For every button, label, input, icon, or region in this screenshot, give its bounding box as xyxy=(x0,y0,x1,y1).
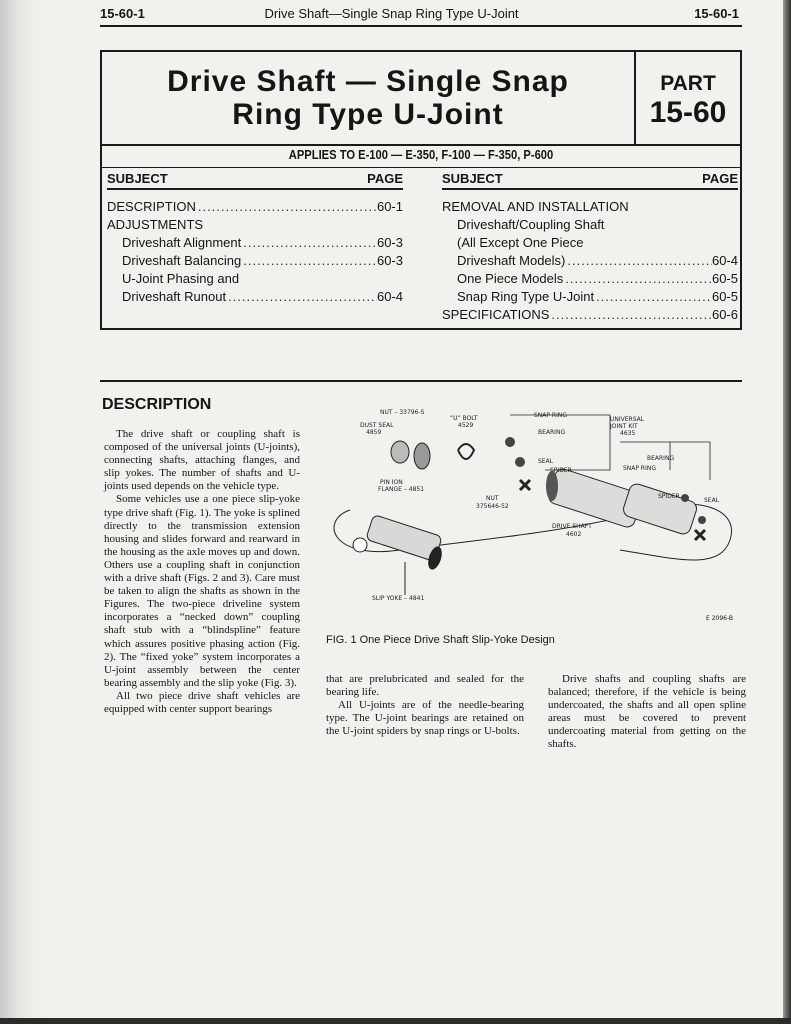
toc-page-header: PAGE xyxy=(367,171,403,186)
header-page-number-left: 15-60-1 xyxy=(100,6,145,21)
toc-leader-dots xyxy=(241,252,377,270)
toc-subject-header: SUBJECT xyxy=(442,171,503,186)
part-label: PART xyxy=(660,72,716,95)
toc-entry xyxy=(442,198,738,216)
toc-entry xyxy=(442,270,738,288)
toc-subject-header: SUBJECT xyxy=(107,171,168,186)
body-column-1 xyxy=(104,428,300,716)
toc-entry xyxy=(442,234,738,252)
label-bearing-right: BEARING xyxy=(647,455,675,462)
label-snap-ring-right: SNAP RING xyxy=(623,465,657,472)
paragraph: The drive shaft or coupling shaft is composed of the universal joints (U-joints), connecting shafts, attaching flanges, and slip yokes. The number of shafts and U-joints used depends on the vehicle type. xyxy=(104,428,300,493)
section-rule xyxy=(100,380,742,382)
toc-entry-page: 60-5 xyxy=(711,289,738,304)
figure-1-drawing xyxy=(320,400,750,630)
toc-header xyxy=(442,171,738,190)
toc-left-rows xyxy=(107,198,403,306)
title-box xyxy=(100,50,742,146)
label-spider-right: SPIDER xyxy=(658,493,680,500)
label-u-bolt-number: 4529 xyxy=(458,422,474,429)
toc-entry-title: Snap Ring Type U-Joint xyxy=(457,289,595,304)
toc-entry-page: 60-3 xyxy=(376,235,403,250)
applies-rule xyxy=(102,167,740,168)
toc-leader-dots xyxy=(594,288,712,306)
paragraph: Drive shafts and coupling shafts are balanced; therefore, if the vehicle is being undercoated, the shafts and all open spline areas must be covered to prevent undercoating material from getting on the shafts. xyxy=(548,673,746,751)
toc-left-column xyxy=(107,171,403,306)
toc-entry-page: 60-5 xyxy=(711,271,738,286)
label-nut-bottom: NUT xyxy=(486,495,499,502)
paragraph: All two piece drive shaft vehicles are equipped with center support bearings xyxy=(104,689,300,715)
part-box xyxy=(636,52,740,144)
toc-entry-title: Driveshaft Balancing xyxy=(122,253,242,268)
toc-leader-dots xyxy=(565,252,712,270)
page-bottom-shadow xyxy=(0,1018,791,1024)
toc-entry-title: (All Except One Piece xyxy=(457,235,584,250)
toc-leader-dots xyxy=(563,270,712,288)
toc-leader-dots xyxy=(196,198,377,216)
section-heading: DESCRIPTION xyxy=(102,396,212,413)
toc-page-header: PAGE xyxy=(702,171,738,186)
toc-entry xyxy=(107,252,403,270)
toc-entry xyxy=(107,270,403,288)
toc-entry-page: 60-3 xyxy=(376,253,403,268)
body-column-2 xyxy=(326,673,524,738)
title-line-2: Ring Type U-Joint xyxy=(232,98,504,131)
label-slip-yoke: SLIP YOKE – 4841 xyxy=(372,595,425,602)
drive-shaft-exploded-diagram xyxy=(320,400,750,630)
label-dust-seal-number: 4859 xyxy=(366,429,382,436)
header-page-number-right: 15-60-1 xyxy=(694,6,739,21)
label-pinion: PIN ION xyxy=(380,479,403,486)
toc-entry-title: Driveshaft Runout xyxy=(122,289,227,304)
label-u-bolt: “U” BOLT xyxy=(450,415,478,422)
label-joint-kit-number: 4635 xyxy=(620,430,636,437)
toc-entry xyxy=(107,198,403,216)
toc-leader-dots xyxy=(241,234,377,252)
toc-entry xyxy=(442,216,738,234)
document-title xyxy=(167,65,569,131)
toc-right-column xyxy=(442,171,738,324)
figure-caption: FIG. 1 One Piece Drive Shaft Slip-Yoke Design xyxy=(326,634,555,646)
toc-entry-title: One Piece Models xyxy=(457,271,564,286)
header-running-title: Drive Shaft—Single Snap Ring Type U-Joint xyxy=(264,6,519,21)
toc-entry-title: SPECIFICATIONS xyxy=(442,307,550,322)
applies-to-line: APPLIES TO E-100 — E-350, F-100 — F-350, P-600 xyxy=(288,147,554,162)
toc-leader-dots xyxy=(226,288,377,306)
toc-entry-title: U-Joint Phasing and xyxy=(122,271,240,286)
label-dust-seal: DUST SEAL xyxy=(360,422,394,429)
toc-entry-title: Driveshaft Models) xyxy=(457,253,566,268)
label-universal: UNIVERSAL xyxy=(610,416,645,423)
part-number: 15-60 xyxy=(649,96,727,129)
toc-entry xyxy=(107,216,403,234)
toc-leader-dots xyxy=(549,306,712,324)
page-binding-shadow xyxy=(0,0,46,1018)
toc-entry-title: ADJUSTMENTS xyxy=(107,217,204,232)
toc-entry-title: REMOVAL AND INSTALLATION xyxy=(442,199,629,214)
label-snap-ring-top: SNAP RING xyxy=(534,412,568,419)
label-drive-shaft: DRIVE SHAFT xyxy=(552,523,592,530)
toc-entry-page: 60-4 xyxy=(711,253,738,268)
toc-entry xyxy=(442,288,738,306)
label-bearing-top: BEARING xyxy=(538,429,566,436)
paragraph: Some vehicles use a one piece slip-yoke type drive shaft (Fig. 1). The yoke is splined directly to the transmission extension housing and slides forward and rearward in the housing as the axle moves up and down. Others use a coupling shaft in conjunction with a drive shaft (Figs. 2 and 3). Care must be taken to align the shafts as shown in the Figures. The two-piece driveline system incorporates a “necked down” coupling shaft stub with a “blindspline” feature which assures positive phasing action (Fig. 2). The “fixed yoke” system incorporates a U-joint assembly between the center bearing assembly and the slip yoke (Fig. 3). xyxy=(104,493,300,689)
page-edge-shadow xyxy=(783,0,791,1024)
toc-entry-page: 60-6 xyxy=(711,307,738,322)
toc-entry xyxy=(107,288,403,306)
toc-entry-page: 60-4 xyxy=(376,289,403,304)
toc-entry xyxy=(442,306,738,324)
header-rule xyxy=(100,25,742,27)
label-drive-shaft-number: 4602 xyxy=(566,531,582,538)
callout-bracket xyxy=(510,415,610,470)
toc-entry xyxy=(442,252,738,270)
paragraph: that are prelubricated and sealed for the bearing life. xyxy=(326,673,524,699)
table-of-contents xyxy=(100,142,742,330)
toc-entry xyxy=(107,234,403,252)
body-column-3 xyxy=(548,673,746,752)
label-nut-top: NUT – 33796-S xyxy=(380,409,425,416)
pinion-flange-part xyxy=(391,441,474,469)
toc-entry-page: 60-1 xyxy=(376,199,403,214)
toc-entry-title: Driveshaft Alignment xyxy=(122,235,242,250)
title-main xyxy=(102,52,636,144)
toc-entry-title: Driveshaft/Coupling Shaft xyxy=(457,217,605,232)
label-joint-kit: JOINT KIT xyxy=(610,423,638,430)
figure-code: E 2096-B xyxy=(706,615,734,622)
label-seal-right: SEAL xyxy=(704,497,720,504)
slip-yoke-part xyxy=(353,515,444,572)
toc-entry-title: DESCRIPTION xyxy=(107,199,196,214)
label-nut-bottom-number: 375646-52 xyxy=(476,503,509,510)
label-spider-mid: SPIDER xyxy=(550,467,572,474)
label-seal-mid: SEAL xyxy=(538,458,554,465)
toc-header xyxy=(107,171,403,190)
toc-right-rows xyxy=(442,198,738,324)
paragraph: All U-joints are of the needle-bearing type. The U-joint bearings are retained on the U-joint spiders by snap rings or U-bolts. xyxy=(326,699,524,738)
title-line-1: Drive Shaft — Single Snap xyxy=(167,65,569,98)
label-pinion-flange: FLANGE – 4851 xyxy=(378,486,425,493)
